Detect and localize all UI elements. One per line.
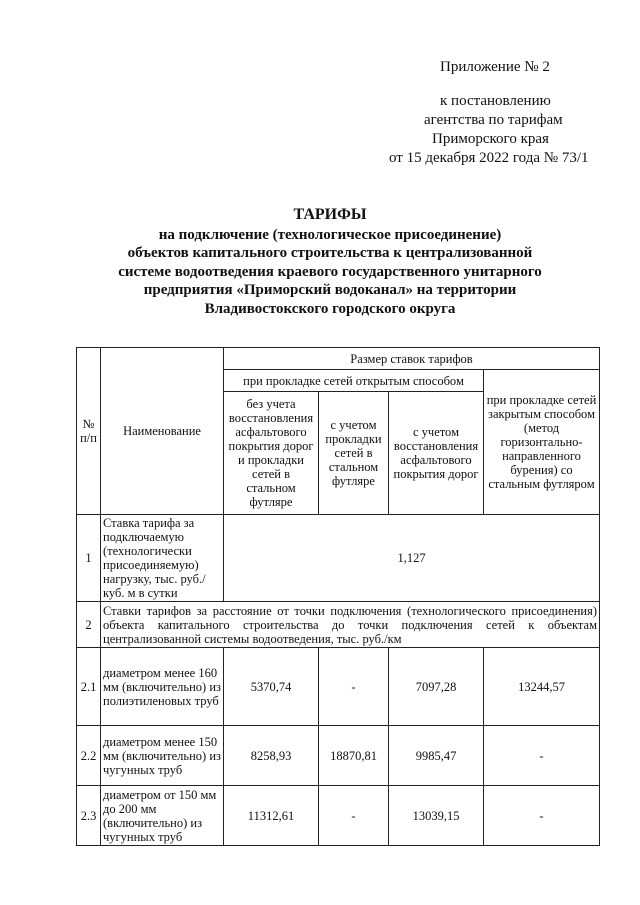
- appendix-line: агентства по тарифам: [424, 112, 563, 128]
- appendix-number: Приложение № 2: [440, 59, 550, 75]
- title-line: системе водоотведения краевого государственного унитарного: [118, 263, 542, 280]
- row-name: диаметром от 150 мм до 200 мм (включительно) из чугунных труб: [101, 786, 224, 846]
- row-value: 7097,28: [389, 648, 484, 726]
- row-value: -: [319, 648, 389, 726]
- header-open-method: при прокладке сетей открытым способом: [224, 370, 484, 392]
- row-num: 1: [77, 515, 101, 602]
- appendix-line: к постановлению: [440, 93, 551, 109]
- header-closed-method: при прокладке сетей закрытым способом (метод горизонтально-направленного бурения) со стальным футляром: [484, 370, 600, 515]
- row-description: Ставки тарифов за расстояние от точки подключения (технологического присоединения) объекта капитального строительства до точки подключения сетей к объектам централизованной системы водоотведения, тыс. руб./км: [101, 602, 600, 648]
- row-value: 13039,15: [389, 786, 484, 846]
- header-col-without-restoration: без учета восстановления асфальтового покрытия дорог и прокладки сетей в стальном футляре: [224, 392, 319, 515]
- row-value: 11312,61: [224, 786, 319, 846]
- header-tariff-size: Размер ставок тарифов: [224, 348, 600, 370]
- title-line: объектов капитального строительства к централизованной: [127, 245, 533, 261]
- row-num: 2.3: [77, 786, 101, 846]
- row-value: 13244,57: [484, 648, 600, 726]
- row-name: диаметром менее 150 мм (включительно) из чугунных труб: [101, 726, 224, 786]
- header-col-with-restoration: с учетом восстановления асфальтового покрытия дорог: [389, 392, 484, 515]
- header-name: Наименование: [101, 348, 224, 515]
- table-row: [77, 602, 600, 648]
- table-row: [77, 786, 600, 846]
- table-row: [77, 726, 600, 786]
- table-row: [77, 648, 600, 726]
- header-col-steel-casing: с учетом прокладки сетей в стальном футляре: [319, 392, 389, 515]
- row-num: 2.1: [77, 648, 101, 726]
- row-value: 8258,93: [224, 726, 319, 786]
- table-row: [77, 515, 600, 602]
- row-value: -: [319, 786, 389, 846]
- row-value: 18870,81: [319, 726, 389, 786]
- row-name: диаметром менее 160 мм (включительно) из полиэтиленовых труб: [101, 648, 224, 726]
- title-line: Владивостокского городского округа: [204, 300, 456, 317]
- header-num: № п/п: [77, 348, 101, 515]
- row-value: -: [484, 726, 600, 786]
- row-num: 2: [77, 602, 101, 648]
- appendix-line: Приморского края: [432, 131, 549, 147]
- title-main: ТАРИФЫ: [293, 206, 367, 223]
- title-line: предприятия «Приморский водоканал» на территории: [143, 282, 517, 298]
- row-value: 9985,47: [389, 726, 484, 786]
- title-line: на подключение (технологическое присоединение): [158, 226, 502, 243]
- tariff-table: [76, 347, 600, 846]
- row-name: Ставка тарифа за подключаемую (технологически присоединяемую) нагрузку, тыс. руб./куб. м в сутки: [101, 515, 224, 602]
- appendix-line: от 15 декабря 2022 года № 73/1: [389, 150, 589, 166]
- row-num: 2.2: [77, 726, 101, 786]
- row-value: -: [484, 786, 600, 846]
- row-value: 1,127: [224, 515, 600, 602]
- row-value: 5370,74: [224, 648, 319, 726]
- document-title: [60, 206, 600, 318]
